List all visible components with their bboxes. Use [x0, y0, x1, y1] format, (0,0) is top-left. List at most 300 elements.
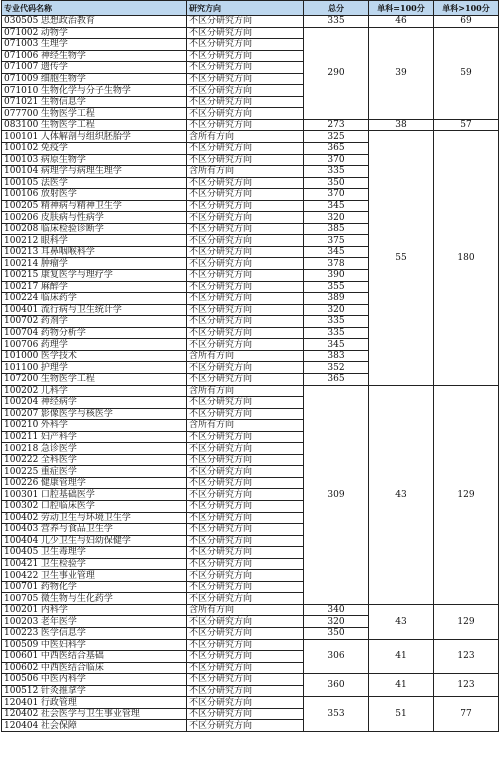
- total-score-cell: 375: [304, 235, 369, 247]
- major-cell: [2, 327, 187, 339]
- single-gt-100-cell: 123: [434, 674, 499, 697]
- total-score-cell: 355: [304, 281, 369, 293]
- direction-cell: 不区分研究方向: [187, 223, 304, 235]
- major-name: 卫生毒理学: [40, 547, 86, 558]
- major-code: 100204: [4, 397, 39, 408]
- major-cell: [2, 627, 187, 639]
- total-score-cell: 290: [304, 27, 369, 119]
- major-code: 071009: [4, 74, 39, 84]
- major-code: 083100: [4, 120, 39, 131]
- direction-cell: 不区分研究方向: [187, 316, 304, 328]
- major-cell: [2, 177, 187, 189]
- major-name: 微生物与生化药学: [40, 593, 113, 604]
- total-score-cell: 390: [304, 270, 369, 282]
- major-name: 放射医学: [40, 189, 77, 200]
- total-score-cell: 345: [304, 339, 369, 351]
- major-code: 071021: [4, 97, 39, 108]
- header-row: [2, 1, 499, 16]
- total-score-cell: 340: [304, 604, 369, 616]
- major-name: 儿少卫生与妇幼保健学: [40, 535, 131, 546]
- major-code: 100404: [4, 535, 39, 546]
- major-name: 社会保障: [40, 720, 77, 731]
- total-score-cell: 309: [304, 385, 369, 604]
- single-gt-100-cell: 57: [434, 119, 499, 131]
- major-code: 100602: [4, 662, 39, 673]
- total-score-cell: 353: [304, 697, 369, 732]
- major-cell: [2, 304, 187, 316]
- major-cell: [2, 189, 187, 201]
- direction-cell: 不区分研究方向: [187, 443, 304, 455]
- major-code: 100401: [4, 304, 39, 315]
- direction-cell: 不区分研究方向: [187, 304, 304, 316]
- total-score-cell: 273: [304, 119, 369, 131]
- major-code: 100701: [4, 582, 39, 593]
- major-cell: [2, 246, 187, 258]
- major-cell: [2, 385, 187, 397]
- direction-cell: 不区分研究方向: [187, 50, 304, 62]
- major-code: 100102: [4, 143, 39, 154]
- major-cell: [2, 235, 187, 247]
- major-name: 肿瘤学: [40, 258, 68, 269]
- major-name: 生理学: [40, 39, 68, 50]
- direction-cell: 不区分研究方向: [187, 397, 304, 409]
- direction-cell: 不区分研究方向: [187, 212, 304, 224]
- direction-cell: 不区分研究方向: [187, 39, 304, 51]
- major-code: 100215: [4, 270, 39, 281]
- major-name: 药物分析学: [40, 328, 86, 339]
- major-name: 药剂学: [40, 316, 68, 327]
- direction-cell: 不区分研究方向: [187, 177, 304, 189]
- major-code: 100224: [4, 293, 39, 304]
- major-code: 100222: [4, 455, 39, 466]
- major-name: 重症医学: [40, 466, 77, 477]
- major-cell: [2, 200, 187, 212]
- major-code: 100210: [4, 420, 39, 431]
- major-code: 100104: [4, 166, 39, 177]
- direction-cell: 不区分研究方向: [187, 477, 304, 489]
- major-cell: [2, 50, 187, 62]
- direction-cell: 不区分研究方向: [187, 570, 304, 582]
- direction-cell: 不区分研究方向: [187, 408, 304, 420]
- major-cell: [2, 212, 187, 224]
- major-name: 精神病与精神卫生学: [40, 201, 122, 212]
- direction-cell: 不区分研究方向: [187, 200, 304, 212]
- major-code: 100402: [4, 512, 39, 523]
- major-name: 临床检验诊断学: [40, 224, 104, 235]
- major-cell: [2, 339, 187, 351]
- direction-cell: 不区分研究方向: [187, 639, 304, 651]
- single-eq-100-cell: 41: [369, 639, 434, 674]
- major-code: 100205: [4, 201, 39, 212]
- direction-cell: 不区分研究方向: [187, 454, 304, 466]
- major-name: 内科学: [40, 605, 68, 616]
- table-row: [2, 16, 499, 28]
- direction-cell: 不区分研究方向: [187, 143, 304, 155]
- major-code: 100207: [4, 408, 39, 419]
- major-cell: [2, 62, 187, 74]
- major-code: 100509: [4, 639, 39, 650]
- major-cell: [2, 720, 187, 732]
- total-score-cell: 325: [304, 131, 369, 143]
- major-code: 100421: [4, 558, 39, 569]
- major-name: 药理学: [40, 339, 68, 350]
- major-cell: [2, 293, 187, 305]
- major-code: 100601: [4, 651, 39, 662]
- major-name: 全科医学: [40, 455, 77, 466]
- single-gt-100-cell: 129: [434, 385, 499, 604]
- major-code: 100226: [4, 478, 39, 489]
- direction-cell: 不区分研究方向: [187, 489, 304, 501]
- major-code: 071003: [4, 39, 39, 50]
- single-eq-100-cell: 43: [369, 604, 434, 639]
- major-code: 120402: [4, 709, 39, 720]
- major-name: 药物化学: [40, 582, 77, 593]
- major-name: 耳鼻咽喉科学: [40, 247, 95, 258]
- major-cell: [2, 674, 187, 686]
- major-cell: [2, 685, 187, 697]
- major-cell: [2, 570, 187, 582]
- direction-cell: 含所有方向: [187, 604, 304, 616]
- total-score-cell: 335: [304, 316, 369, 328]
- direction-cell: 不区分研究方向: [187, 674, 304, 686]
- direction-cell: 含所有方向: [187, 420, 304, 432]
- major-code: 100101: [4, 131, 39, 142]
- major-cell: [2, 420, 187, 432]
- direction-cell: 不区分研究方向: [187, 293, 304, 305]
- direction-cell: 不区分研究方向: [187, 512, 304, 524]
- direction-cell: 不区分研究方向: [187, 16, 304, 28]
- major-code: 100201: [4, 605, 39, 616]
- major-cell: [2, 512, 187, 524]
- major-name: 生物信息学: [40, 97, 86, 108]
- major-name: 营养与食品卫生学: [40, 524, 113, 535]
- total-score-cell: 350: [304, 627, 369, 639]
- single-eq-100-cell: 39: [369, 27, 434, 119]
- major-code: 100705: [4, 593, 39, 604]
- direction-cell: 不区分研究方向: [187, 119, 304, 131]
- total-score-cell: 320: [304, 304, 369, 316]
- total-score-cell: 335: [304, 327, 369, 339]
- header-single-gt-100: 单科>100分: [434, 1, 499, 16]
- major-cell: [2, 454, 187, 466]
- major-code: 101000: [4, 351, 39, 362]
- table-row: [2, 27, 499, 39]
- major-cell: [2, 489, 187, 501]
- major-code: 071002: [4, 27, 39, 38]
- major-cell: [2, 143, 187, 155]
- major-code: 107200: [4, 374, 39, 385]
- major-name: 动物学: [40, 27, 68, 38]
- major-cell: [2, 477, 187, 489]
- major-code: 100506: [4, 674, 39, 685]
- major-code: 100512: [4, 685, 39, 696]
- table-body: [2, 16, 499, 732]
- major-name: 皮肤病与性病学: [40, 212, 104, 223]
- major-name: 急诊医学: [40, 443, 77, 454]
- major-cell: [2, 697, 187, 709]
- table-row: [2, 697, 499, 709]
- major-name: 口腔基础医学: [40, 489, 95, 500]
- major-code: 071006: [4, 50, 39, 61]
- single-eq-100-cell: 51: [369, 697, 434, 732]
- direction-cell: 不区分研究方向: [187, 96, 304, 108]
- direction-cell: 不区分研究方向: [187, 270, 304, 282]
- major-name: 麻醉学: [40, 281, 68, 292]
- single-gt-100-cell: 129: [434, 604, 499, 639]
- direction-cell: 不区分研究方向: [187, 593, 304, 605]
- major-name: 法医学: [40, 177, 68, 188]
- major-name: 生物化学与分子生物学: [40, 85, 131, 96]
- major-code: 100105: [4, 177, 39, 188]
- direction-cell: 不区分研究方向: [187, 339, 304, 351]
- major-cell: [2, 500, 187, 512]
- major-name: 眼科学: [40, 235, 68, 246]
- direction-cell: 不区分研究方向: [187, 362, 304, 374]
- major-name: 生物医学工程: [40, 108, 95, 119]
- single-eq-100-cell: 38: [369, 119, 434, 131]
- major-name: 中医妇科学: [40, 639, 86, 650]
- major-code: 100217: [4, 281, 39, 292]
- direction-cell: 不区分研究方向: [187, 627, 304, 639]
- major-name: 护理学: [40, 362, 68, 373]
- direction-cell: 不区分研究方向: [187, 535, 304, 547]
- direction-cell: 不区分研究方向: [187, 373, 304, 385]
- single-gt-100-cell: 69: [434, 16, 499, 28]
- major-code: 100103: [4, 154, 39, 165]
- total-score-cell: 335: [304, 166, 369, 178]
- major-name: 中医内科学: [40, 674, 86, 685]
- major-code: 120401: [4, 697, 39, 708]
- major-name: 医学信息学: [40, 628, 86, 639]
- major-cell: [2, 558, 187, 570]
- major-cell: [2, 443, 187, 455]
- total-score-cell: 306: [304, 639, 369, 674]
- major-name: 老年医学: [40, 616, 77, 627]
- major-cell: [2, 96, 187, 108]
- major-cell: [2, 524, 187, 536]
- direction-cell: 不区分研究方向: [187, 685, 304, 697]
- major-code: 100702: [4, 316, 39, 327]
- total-score-cell: 365: [304, 143, 369, 155]
- direction-cell: 不区分研究方向: [187, 466, 304, 478]
- direction-cell: 不区分研究方向: [187, 720, 304, 732]
- major-code: 100218: [4, 443, 39, 454]
- major-cell: [2, 131, 187, 143]
- major-code: 100106: [4, 189, 39, 200]
- single-gt-100-cell: 123: [434, 639, 499, 674]
- major-name: 病理学与病理生理学: [40, 166, 122, 177]
- table-row: [2, 119, 499, 131]
- major-name: 流行病与卫生统计学: [40, 304, 122, 315]
- major-name: 生物医学工程: [40, 374, 95, 385]
- major-code: 071010: [4, 85, 39, 96]
- table-row: [2, 639, 499, 651]
- major-code: 100208: [4, 224, 39, 235]
- major-name: 社会医学与卫生事业管理: [40, 709, 140, 720]
- direction-cell: 不区分研究方向: [187, 327, 304, 339]
- major-name: 中西医结合临床: [40, 662, 104, 673]
- total-score-cell: 385: [304, 223, 369, 235]
- header-direction: 研究方向: [187, 1, 304, 16]
- direction-cell: 不区分研究方向: [187, 431, 304, 443]
- direction-cell: 不区分研究方向: [187, 73, 304, 85]
- major-code: 100405: [4, 547, 39, 558]
- major-code: 100211: [4, 431, 39, 442]
- major-code: 100223: [4, 628, 39, 639]
- major-name: 临床药学: [40, 293, 77, 304]
- table-header: [2, 1, 499, 16]
- major-name: 生物医学工程: [40, 120, 95, 131]
- direction-cell: 含所有方向: [187, 166, 304, 178]
- direction-cell: 不区分研究方向: [187, 281, 304, 293]
- direction-cell: 不区分研究方向: [187, 697, 304, 709]
- direction-cell: 含所有方向: [187, 350, 304, 362]
- major-code: 100202: [4, 385, 39, 396]
- major-cell: [2, 73, 187, 85]
- major-cell: [2, 604, 187, 616]
- major-name: 影像医学与核医学: [40, 408, 113, 419]
- total-score-cell: 352: [304, 362, 369, 374]
- total-score-cell: 345: [304, 246, 369, 258]
- total-score-cell: 370: [304, 154, 369, 166]
- direction-cell: 含所有方向: [187, 131, 304, 143]
- major-cell: [2, 593, 187, 605]
- major-code: 100225: [4, 466, 39, 477]
- major-code: 071007: [4, 62, 39, 73]
- major-name: 健康管理学: [40, 478, 86, 489]
- major-name: 口腔临床医学: [40, 501, 95, 512]
- direction-cell: 不区分研究方向: [187, 108, 304, 120]
- major-code: 100704: [4, 328, 39, 339]
- major-name: 儿科学: [40, 385, 68, 396]
- major-cell: [2, 547, 187, 559]
- major-cell: [2, 39, 187, 51]
- direction-cell: 不区分研究方向: [187, 651, 304, 663]
- major-cell: [2, 350, 187, 362]
- total-score-cell: 383: [304, 350, 369, 362]
- direction-cell: 不区分研究方向: [187, 558, 304, 570]
- total-score-cell: 370: [304, 189, 369, 201]
- major-name: 针灸推拿学: [40, 685, 86, 696]
- table-row: [2, 131, 499, 143]
- major-code: 100422: [4, 570, 39, 581]
- direction-cell: 不区分研究方向: [187, 708, 304, 720]
- direction-cell: 不区分研究方向: [187, 581, 304, 593]
- single-eq-100-cell: 43: [369, 385, 434, 604]
- direction-cell: 不区分研究方向: [187, 616, 304, 628]
- table-row: [2, 674, 499, 686]
- single-gt-100-cell: 77: [434, 697, 499, 732]
- major-cell: [2, 662, 187, 674]
- major-cell: [2, 108, 187, 120]
- score-table: [1, 0, 499, 732]
- total-score-cell: 350: [304, 177, 369, 189]
- header-single-eq-100: 单科=100分: [369, 1, 434, 16]
- direction-cell: 不区分研究方向: [187, 235, 304, 247]
- direction-cell: 不区分研究方向: [187, 85, 304, 97]
- major-cell: [2, 85, 187, 97]
- major-code: 100213: [4, 247, 39, 258]
- major-cell: [2, 316, 187, 328]
- major-name: 人体解剖与组织胚胎学: [40, 131, 131, 142]
- major-name: 行政管理: [40, 697, 77, 708]
- total-score-cell: 335: [304, 16, 369, 28]
- major-code: 100206: [4, 212, 39, 223]
- major-name: 思想政治教育: [40, 16, 95, 27]
- major-code: 100214: [4, 258, 39, 269]
- major-cell: [2, 466, 187, 478]
- major-name: 劳动卫生与环境卫生学: [40, 512, 131, 523]
- major-cell: [2, 535, 187, 547]
- major-cell: [2, 119, 187, 131]
- major-cell: [2, 154, 187, 166]
- major-name: 康复医学与理疗学: [40, 270, 113, 281]
- major-cell: [2, 431, 187, 443]
- single-gt-100-cell: 59: [434, 27, 499, 119]
- major-code: 100302: [4, 501, 39, 512]
- direction-cell: 不区分研究方向: [187, 547, 304, 559]
- major-name: 细胞生物学: [40, 74, 86, 84]
- major-name: 医学技术: [40, 351, 77, 362]
- major-name: 病原生物学: [40, 154, 86, 165]
- major-name: 遗传学: [40, 62, 68, 73]
- major-name: 卫生检验学: [40, 558, 86, 569]
- single-eq-100-cell: 55: [369, 131, 434, 385]
- major-code: 100706: [4, 339, 39, 350]
- major-code: 101100: [4, 362, 39, 373]
- total-score-cell: 389: [304, 293, 369, 305]
- major-cell: [2, 281, 187, 293]
- major-cell: [2, 408, 187, 420]
- major-code: 100403: [4, 524, 39, 535]
- table-row: [2, 385, 499, 397]
- major-cell: [2, 27, 187, 39]
- single-gt-100-cell: 180: [434, 131, 499, 385]
- single-eq-100-cell: 41: [369, 674, 434, 697]
- direction-cell: 不区分研究方向: [187, 258, 304, 270]
- header-total: 总分: [304, 1, 369, 16]
- direction-cell: 不区分研究方向: [187, 62, 304, 74]
- single-eq-100-cell: 46: [369, 16, 434, 28]
- direction-cell: 不区分研究方向: [187, 154, 304, 166]
- direction-cell: 不区分研究方向: [187, 500, 304, 512]
- major-code: 100301: [4, 489, 39, 500]
- major-cell: [2, 258, 187, 270]
- major-cell: [2, 639, 187, 651]
- total-score-cell: 345: [304, 200, 369, 212]
- direction-cell: 含所有方向: [187, 385, 304, 397]
- major-cell: [2, 16, 187, 28]
- major-cell: [2, 397, 187, 409]
- direction-cell: 不区分研究方向: [187, 189, 304, 201]
- direction-cell: 不区分研究方向: [187, 662, 304, 674]
- major-cell: [2, 166, 187, 178]
- major-name: 神经病学: [40, 397, 77, 408]
- total-score-cell: 320: [304, 616, 369, 628]
- major-cell: [2, 708, 187, 720]
- major-code: 077700: [4, 108, 39, 119]
- major-name: 免疫学: [40, 143, 68, 154]
- major-name: 卫生事业管理: [40, 570, 95, 581]
- major-cell: [2, 373, 187, 385]
- direction-cell: 不区分研究方向: [187, 27, 304, 39]
- total-score-cell: 378: [304, 258, 369, 270]
- major-code: 100212: [4, 235, 39, 246]
- total-score-cell: 320: [304, 212, 369, 224]
- major-code: 120404: [4, 720, 39, 731]
- direction-cell: 不区分研究方向: [187, 246, 304, 258]
- major-code: 030505: [4, 16, 39, 27]
